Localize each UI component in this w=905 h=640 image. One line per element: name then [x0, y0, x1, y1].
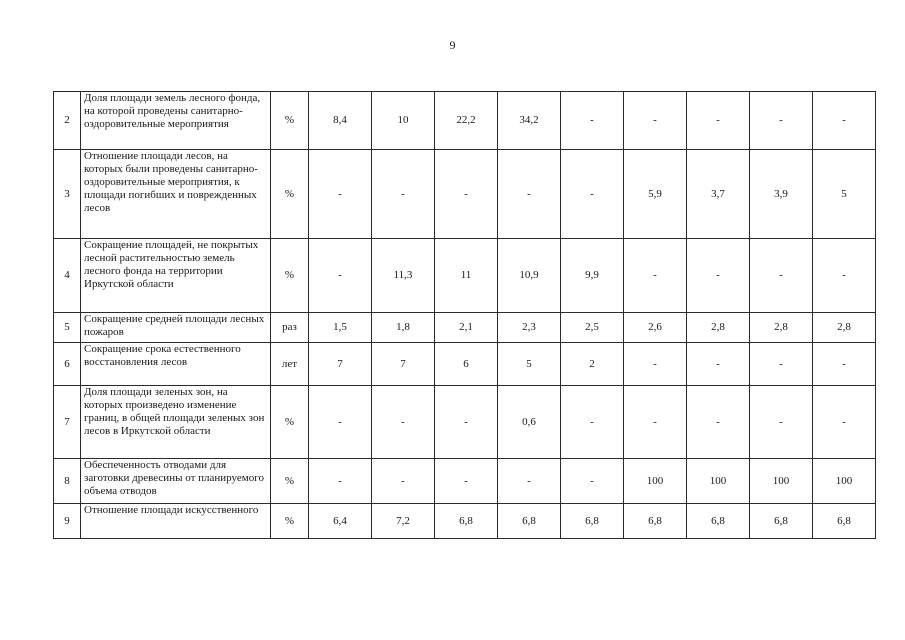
value-cell: 7,2 — [372, 504, 435, 539]
value-cell: 2,8 — [813, 313, 876, 343]
row-number: 3 — [54, 150, 81, 239]
table-row — [54, 459, 876, 504]
unit-cell: % — [271, 459, 309, 504]
value-cell: - — [561, 386, 624, 459]
indicator-name: Сокращение средней площади лесных пожаров — [81, 313, 271, 343]
value-cell: 10,9 — [498, 239, 561, 313]
row-number: 7 — [54, 386, 81, 459]
value-cell: - — [750, 343, 813, 386]
unit-cell: % — [271, 239, 309, 313]
unit-cell: % — [271, 150, 309, 239]
value-cell: 5 — [498, 343, 561, 386]
value-cell: 2,8 — [750, 313, 813, 343]
value-cell: - — [813, 92, 876, 150]
row-number: 5 — [54, 313, 81, 343]
row-number: 4 — [54, 239, 81, 313]
table-body — [54, 92, 876, 539]
value-cell: - — [813, 386, 876, 459]
value-cell: - — [624, 386, 687, 459]
unit-cell: лет — [271, 343, 309, 386]
indicator-name: Сокращение срока естественного восстановления лесов — [81, 343, 271, 386]
row-number: 8 — [54, 459, 81, 504]
value-cell: - — [561, 92, 624, 150]
indicator-name: Обеспеченность отводами для заготовки древесины от планируемого объема отводов — [81, 459, 271, 504]
table-row — [54, 150, 876, 239]
value-cell: - — [687, 92, 750, 150]
value-cell: - — [624, 92, 687, 150]
value-cell: 6,8 — [624, 504, 687, 539]
value-cell: 10 — [372, 92, 435, 150]
value-cell: - — [750, 239, 813, 313]
value-cell: 6,8 — [561, 504, 624, 539]
value-cell: - — [309, 150, 372, 239]
value-cell: 3,9 — [750, 150, 813, 239]
table-row — [54, 504, 876, 539]
value-cell: - — [561, 459, 624, 504]
row-number: 2 — [54, 92, 81, 150]
value-cell: 100 — [813, 459, 876, 504]
value-cell: - — [435, 386, 498, 459]
unit-cell: % — [271, 92, 309, 150]
table-row — [54, 343, 876, 386]
value-cell: 100 — [750, 459, 813, 504]
indicators-table — [53, 91, 876, 539]
value-cell: - — [309, 239, 372, 313]
value-cell: 100 — [624, 459, 687, 504]
value-cell: 6,8 — [498, 504, 561, 539]
unit-cell: % — [271, 386, 309, 459]
value-cell: 6 — [435, 343, 498, 386]
value-cell: - — [372, 459, 435, 504]
unit-cell: раз — [271, 313, 309, 343]
indicator-name: Доля площади зеленых зон, на которых произведено изменение границ, в общей площади зеленых зон лесов в Иркутской области — [81, 386, 271, 459]
value-cell: 22,2 — [435, 92, 498, 150]
value-cell: 5,9 — [624, 150, 687, 239]
value-cell: 7 — [372, 343, 435, 386]
row-number: 9 — [54, 504, 81, 539]
value-cell: - — [687, 343, 750, 386]
value-cell: - — [687, 239, 750, 313]
value-cell: 11 — [435, 239, 498, 313]
value-cell: - — [435, 150, 498, 239]
page-number: 9 — [449, 38, 456, 52]
table-row — [54, 386, 876, 459]
indicator-name: Доля площади земель лесного фонда, на которой проведены санитарно-оздоровительные мероприятия — [81, 92, 271, 150]
value-cell: 1,8 — [372, 313, 435, 343]
value-cell: - — [750, 386, 813, 459]
value-cell: 6,8 — [687, 504, 750, 539]
value-cell: - — [498, 459, 561, 504]
value-cell: - — [750, 92, 813, 150]
value-cell: 100 — [687, 459, 750, 504]
value-cell: - — [372, 386, 435, 459]
value-cell: 2,6 — [624, 313, 687, 343]
table-row — [54, 92, 876, 150]
value-cell: - — [372, 150, 435, 239]
value-cell: - — [813, 239, 876, 313]
value-cell: - — [561, 150, 624, 239]
value-cell: - — [309, 459, 372, 504]
value-cell: 6,4 — [309, 504, 372, 539]
value-cell: - — [309, 386, 372, 459]
value-cell: 7 — [309, 343, 372, 386]
value-cell: 1,5 — [309, 313, 372, 343]
table-row — [54, 239, 876, 313]
unit-cell: % — [271, 504, 309, 539]
table-row — [54, 313, 876, 343]
value-cell: - — [813, 343, 876, 386]
value-cell: - — [624, 343, 687, 386]
indicator-name: Отношение площади искусственного — [81, 504, 271, 539]
value-cell: 2,3 — [498, 313, 561, 343]
value-cell: 6,8 — [750, 504, 813, 539]
value-cell: 2,5 — [561, 313, 624, 343]
indicator-name: Отношение площади лесов, на которых были проведены санитарно-оздоровительные мероприятия, к площади погибших и поврежденных лесов — [81, 150, 271, 239]
value-cell: 3,7 — [687, 150, 750, 239]
value-cell: 5 — [813, 150, 876, 239]
value-cell: 2,8 — [687, 313, 750, 343]
value-cell: 11,3 — [372, 239, 435, 313]
value-cell: 0,6 — [498, 386, 561, 459]
value-cell: 2,1 — [435, 313, 498, 343]
value-cell: 2 — [561, 343, 624, 386]
value-cell: 8,4 — [309, 92, 372, 150]
value-cell: - — [435, 459, 498, 504]
row-number: 6 — [54, 343, 81, 386]
value-cell: 6,8 — [435, 504, 498, 539]
value-cell: 6,8 — [813, 504, 876, 539]
value-cell: - — [687, 386, 750, 459]
indicator-name: Сокращение площадей, не покрытых лесной растительностью земель лесного фонда на территории Иркутской области — [81, 239, 271, 313]
value-cell: - — [624, 239, 687, 313]
value-cell: - — [498, 150, 561, 239]
value-cell: 34,2 — [498, 92, 561, 150]
value-cell: 9,9 — [561, 239, 624, 313]
